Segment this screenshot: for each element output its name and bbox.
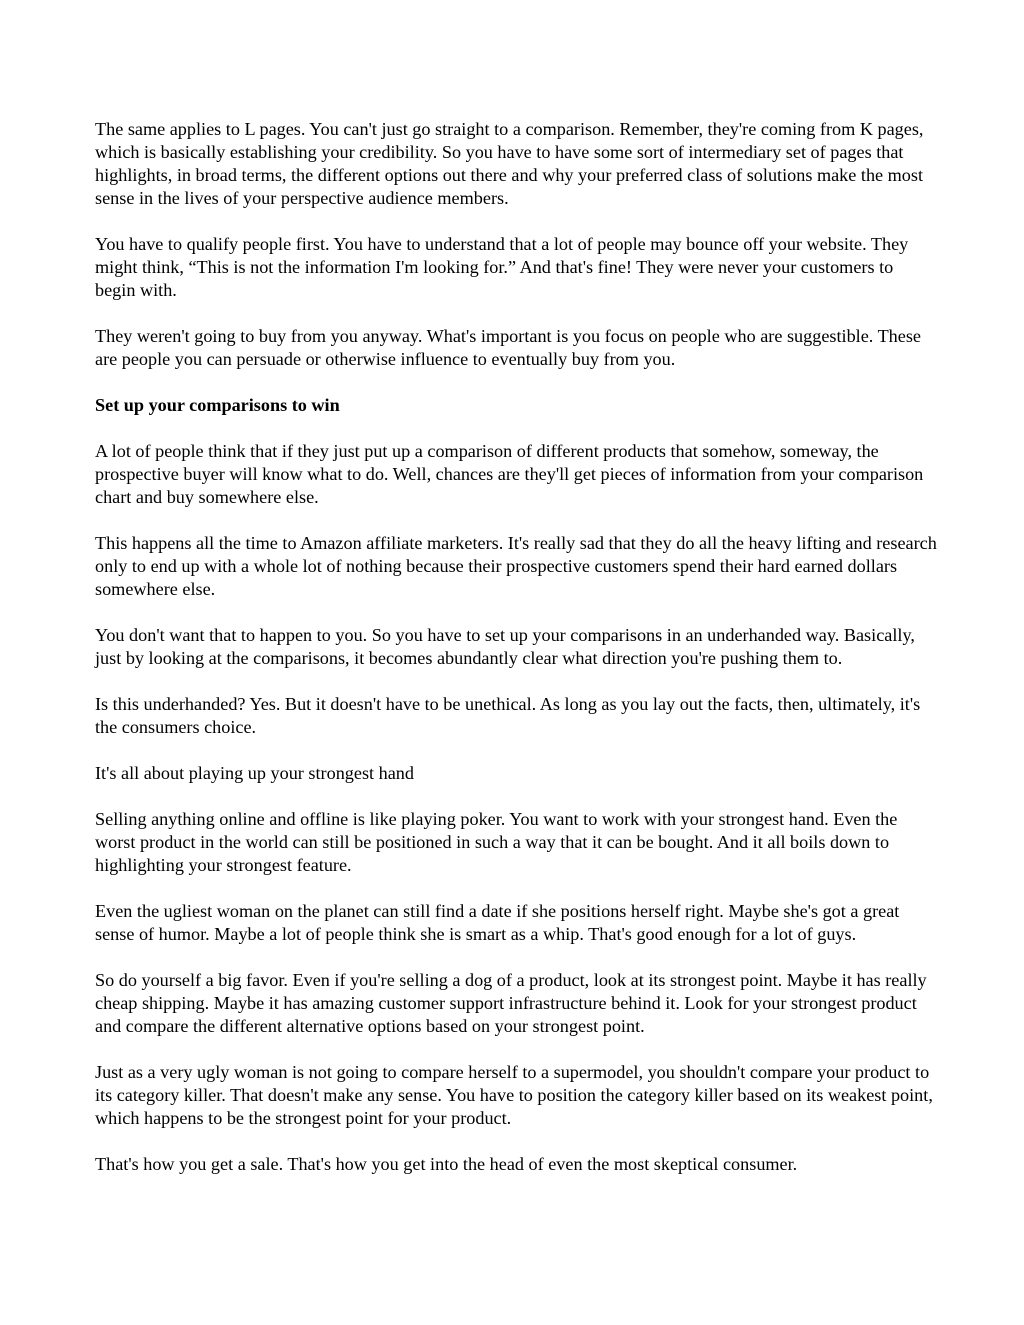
paragraph-same-applies: The same applies to L pages. You can't just go straight to a comparison. Remember, they're coming from K pages, which is basically establishing your credibility. So you have to have some sort of intermediary set of pages that highlights, in broad terms, the different options out there and why your preferred class of solutions make the most sense in the lives of your perspective audience members.: [95, 119, 924, 208]
document-page: [95, 118, 937, 1199]
section-heading-strongest-hand: It's all about playing up your strongest hand: [95, 763, 414, 783]
paragraph-big-favor: So do yourself a big favor. Even if you're selling a dog of a product, look at its strongest point. Maybe it has really cheap shipping. Maybe it has amazing customer support infrastructure behind it. Look for your strongest product and compare the different alternative options based on your strongest point.: [95, 970, 927, 1036]
paragraph-unethical: Is this underhanded? Yes. But it doesn't have to be unethical. As long as you lay out the facts, then, ultimately, it's the consumers choice.: [95, 694, 921, 737]
paragraph-underhanded-way: You don't want that to happen to you. So you have to set up your comparisons in an underhanded way. Basically, just by looking at the comparisons, it becomes abundantly clear what direction you're pushing them to.: [95, 625, 915, 668]
paragraph-get-a-sale: That's how you get a sale. That's how you get into the head of even the most skeptical consumer.: [95, 1154, 798, 1174]
paragraph-category-killer: Just as a very ugly woman is not going to compare herself to a supermodel, you shouldn't compare your product to its category killer. That doesn't make any sense. You have to position the category killer based on its weakest point, which happens to be the strongest point for your product.: [95, 1062, 933, 1128]
paragraph-amazon-affiliates: This happens all the time to Amazon affiliate marketers. It's really sad that they do all the heavy lifting and research only to end up with a whole lot of nothing because their prospective customers spend their hard earned dollars somewhere else.: [95, 533, 937, 599]
section-heading-comparisons: Set up your comparisons to win: [95, 395, 340, 415]
paragraph-comparison-products: A lot of people think that if they just put up a comparison of different products that somehow, someway, the prospective buyer will know what to do. Well, chances are they'll get pieces of information from your comparison chart and buy somewhere else.: [95, 441, 924, 507]
paragraph-poker: Selling anything online and offline is like playing poker. You want to work with your strongest hand. Even the worst product in the world can still be positioned in such a way that it can be bought. And it all boils down to highlighting your strongest feature.: [95, 809, 898, 875]
paragraph-not-going-to-buy: They weren't going to buy from you anyway. What's important is you focus on people who are suggestible. These are people you can persuade or otherwise influence to eventually buy from you.: [95, 326, 921, 369]
paragraph-positions-herself: Even the ugliest woman on the planet can still find a date if she positions herself right. Maybe she's got a great sense of humor. Maybe a lot of people think she is smart as a whip. That's good enough for a lot of guys.: [95, 901, 900, 944]
paragraph-qualify-people: You have to qualify people first. You have to understand that a lot of people may bounce off your website. They might think, “This is not the information I'm looking for.” And that's fine! They were never your customers to begin with.: [95, 234, 909, 300]
